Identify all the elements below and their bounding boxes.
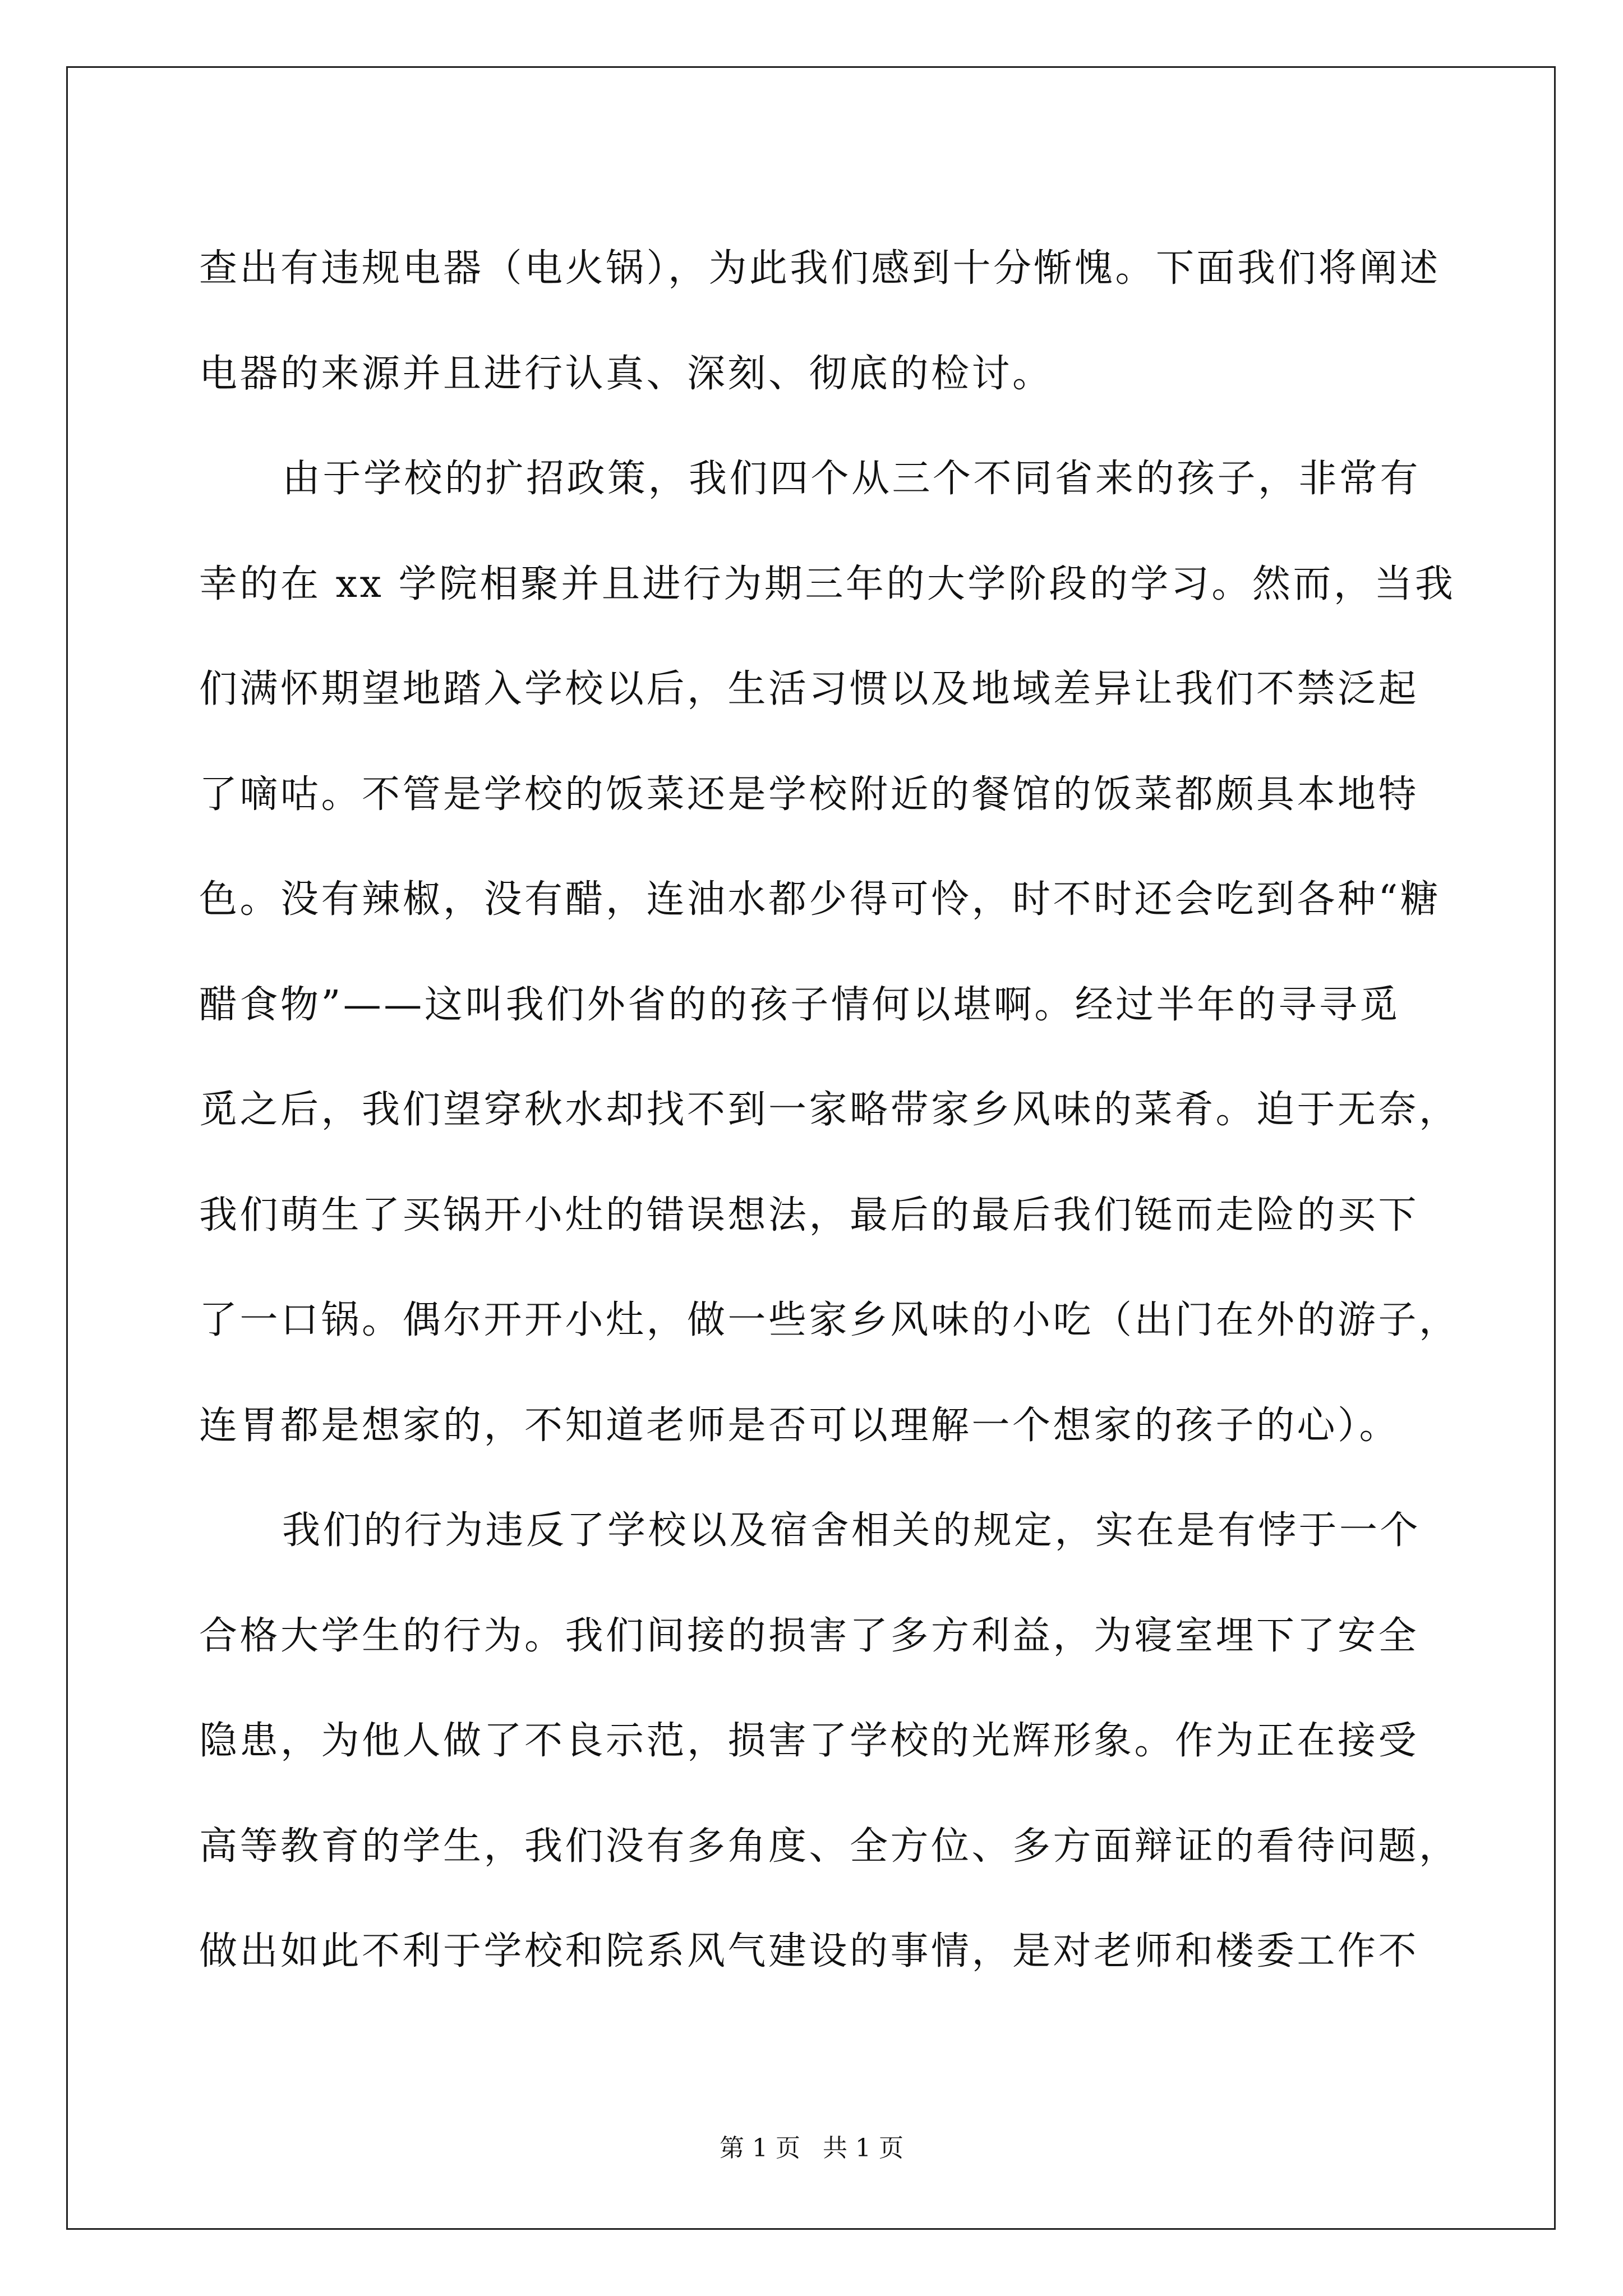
text-line: 隐患，为他人做了不良示范，损害了学校的光辉形象。作为正在接受: [199, 1719, 1419, 1763]
paragraph-start-line: 由于学校的扩招政策，我们四个从三个不同省来的孩子，非常有: [282, 457, 1421, 501]
text-line: 们满怀期望地踏入学校以后，生活习惯以及地域差异让我们不禁泛起: [199, 667, 1419, 711]
text-line: 查出有违规电器（电火锅），为此我们感到十分惭愧。下面我们将阐述: [199, 246, 1441, 291]
text-line: 合格大学生的行为。我们间接的损害了多方利益，为寝室埋下了安全: [199, 1613, 1419, 1658]
text-line: 觅之后，我们望穿秋水却找不到一家略带家乡风味的菜肴。迫于无奈，: [199, 1088, 1460, 1132]
text-line: 了嘀咕。不管是学校的饭菜还是学校附近的餐馆的饭菜都颇具本地特: [199, 772, 1419, 817]
text-line: 电器的来源并且进行认真、深刻、彻底的检讨。: [199, 351, 1053, 396]
text-line: 醋食物”——这叫我们外省的的孩子情何以堪啊。经过半年的寻寻觅: [199, 982, 1400, 1027]
text-line: 高等教育的学生，我们没有多角度、全方位、多方面辩证的看待问题，: [199, 1824, 1460, 1869]
document-body: [199, 216, 1460, 2004]
paragraph-start-line: 我们的行为违反了学校以及宿舍相关的规定，实在是有悖于一个: [282, 1508, 1421, 1553]
text-line: 幸的在 xx 学院相聚并且进行为期三年的大学阶段的学习。然而，当我: [199, 562, 1456, 606]
text-line: 了一口锅。偶尔开开小灶，做一些家乡风味的小吃（出门在外的游子，: [199, 1298, 1460, 1342]
text-line: 做出如此不利于学校和院系风气建设的事情，是对老师和楼委工作不: [199, 1929, 1419, 1973]
page-footer: [0, 2132, 1623, 2165]
text-line: 连胃都是想家的，不知道老师是否可以理解一个想家的孩子的心）。: [199, 1403, 1400, 1448]
text-line: 色。没有辣椒，没有醋，连油水都少得可怜，时不时还会吃到各种“糖: [199, 877, 1441, 922]
text-line: 我们萌生了买锅开小灶的错误想法，最后的最后我们铤而走险的买下: [199, 1193, 1419, 1237]
page-total: 共 1 页: [823, 2134, 903, 2162]
page-number: 第 1 页: [720, 2134, 800, 2162]
